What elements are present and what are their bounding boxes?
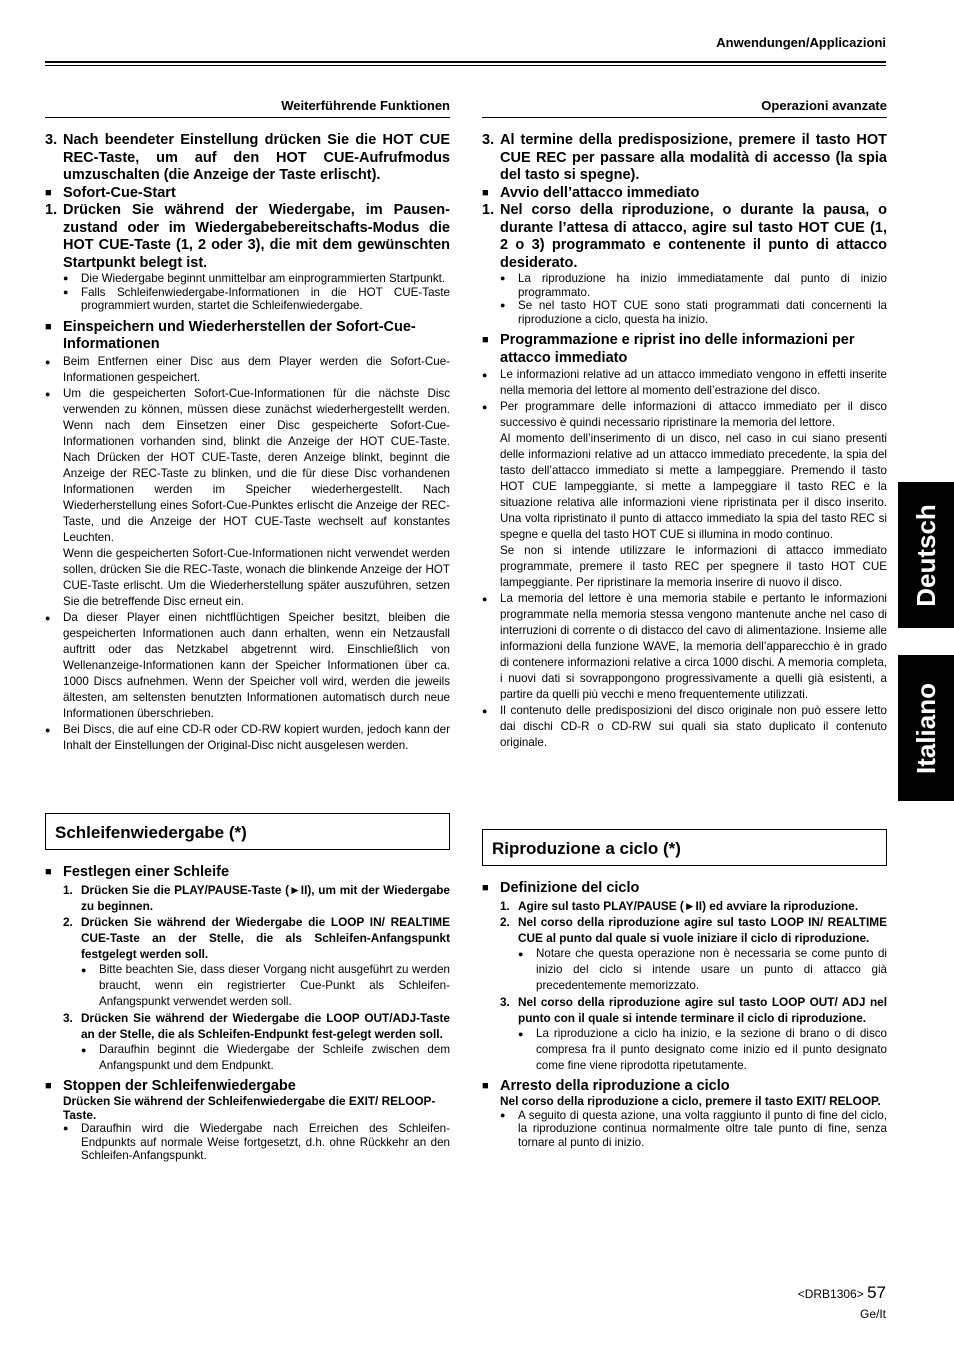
list-item: ● Beim Entfernen einer Disc aus dem Player werden die Sofort-Cue-Informationen gespeichert. — [45, 354, 450, 384]
language-code: Ge/It — [859, 1307, 886, 1321]
right-section-rule — [482, 117, 887, 118]
page-number: 57 — [867, 1283, 886, 1302]
loop-step-2: 2. Drücken Sie während der Wiedergabe die LOOP IN/ REALTIME CUE-Taste an der Stelle, die als Schleifen-Anfangspunkt festgelegt werden soll. — [63, 914, 450, 961]
header-rule-thin — [45, 65, 886, 66]
loop-stop-instruction: Drücken Sie während der Schleifenwiedergabe die EXIT/ RELOOP-Taste. — [63, 1094, 436, 1122]
language-tab-deutsch: Deutsch — [898, 482, 954, 628]
loop-stop-heading: ■ Stoppen der Schleifenwiedergabe — [45, 1077, 296, 1094]
avvio-heading: ■ Avvio dell’attacco immediato — [482, 184, 700, 201]
right-loop-section — [482, 880, 887, 1149]
list-item-continuation: Al momento dell’inserimento di un disco, nel caso in cui siano presenti delle informazioni relative ad un attacco immediato precedente, la spia del tasto dell’attacco immediato si mette a lampeggiare. Premendo il tasto HOT CUE lampeggiante, si mette a lampeggiare il tasto REC e la situazione relativa alle informazioni viene ripristinata per il disco inserito. Una volta ripristinato il punto di attacco immediato la spia del tasto REC si spegne e quella del tasto HOT CUE si illumina in modo continuo. — [500, 432, 887, 541]
list-item: ● Se nel tasto HOT CUE sono stati programmati dati concernenti la riproduzione a ciclo, questa ha inizio. — [500, 299, 887, 326]
list-item: ● Die Wiedergabe beginnt unmittelbar am einprogrammierten Startpunkt. — [63, 272, 446, 285]
loop-step-3: 3. Drücken Sie während der Wiedergabe die LOOP OUT/ADJ-Taste an der Stelle, die als Schleifen-Endpunkt fest-gelegt werden soll. — [63, 1010, 450, 1041]
list-item: ● Il contenuto delle predisposizioni del disco originale non può essere letto dai dischi CD-R o CD-RW sui quali sia stato duplicato il contenuto originale. — [482, 704, 887, 749]
prog-heading: ■ Programmazione e riprist ino delle informazioni per attacco immediato — [482, 332, 855, 366]
step-3: 3. Al termine della predisposizione, premere il tasto HOT CUE REC per passare alla modalità di accesso (la spia del tasto si spegne). — [482, 132, 887, 183]
list-item: ● Um die gespeicherten Sofort-Cue-Informationen für die nächste Disc verwenden zu können, müssen diese zunächst wiederhergestellt werden. Wenn nach dem Einsetzen einer Disc gespeicherte Sofort-Cue-Informationen vorhanden sind, blinkt die Anzeige der HOT CUE-Taste. Nach Drücken der HOT CUE-Taste, deren Anzeige blinkt, beginnt die Anzeige der REC-Taste zu blinken, und die für diese Disc vorhandenen Informationen werden im Speicher wiederhergestellt. Nach Wiederherstellung eines Sofort-Cue-Punktes erlischt die Anzeige der REC-Taste, und die Anzeige der HOT CUE-Taste wechselt auf konstantes Leuchten. — [45, 386, 450, 544]
left-column — [45, 132, 450, 754]
doc-code: <DRB1306> — [797, 1287, 864, 1301]
list-item: ● Le informazioni relative ad un attacco immediato vengono in effetti inserite nella memoria del lettore al momento dell’estrazione del disco. — [482, 368, 887, 397]
loop-def-heading: ■ Definizione del ciclo — [482, 880, 640, 896]
list-item: ● Bei Discs, die auf eine CD-R oder CD-RW kopiert wurden, jedoch kann der Inhalt der Einstellungen der Original-Disc nicht ausgelesen werden. — [45, 722, 450, 752]
sofort-step-1: 1. Drücken Sie während der Wiedergabe, im Pausen-zustand oder im Wiedergabebereitschafts-Modus die HOT CUE-Taste (1, 2 oder 3), die mit dem gewünschten Startpunkt belegt ist. — [45, 202, 450, 271]
loop-step-1: 1. Drücken Sie die PLAY/PAUSE-Taste (►II), um mit der Wiedergabe zu beginnen. — [63, 882, 450, 913]
list-item: ● La riproduzione ha inizio immediatamente dal punto di inizio programmato. — [500, 272, 887, 299]
running-header: Anwendungen/Applicazioni — [716, 35, 886, 50]
loop-step-3: 3. Nel corso della riproduzione agire sul tasto LOOP OUT/ ADJ nel punto con il quale si intende terminare il ciclo di riproduzione. — [500, 994, 887, 1025]
right-column — [482, 132, 887, 751]
list-item: ● Daraufhin beginnt die Wiedergabe der Schleife zwischen dem Anfangspunkt und dem Endpunkt. — [81, 1042, 450, 1072]
list-item: ● Daraufhin wird die Wiedergabe nach Erreichen des Schleifen-Endpunkts auf normale Weise fortgesetzt, d.h. ohne Rückkehr an den Schleifen-Anfangspunkt. — [63, 1122, 450, 1162]
list-item: ● Bitte beachten Sie, dass dieser Vorgang nicht ausgeführt zu werden braucht, wenn ein registrierter Cue-Punkt als Schleifen-Anfangspunkt verwendet werden soll. — [81, 962, 450, 1008]
list-item: ● Falls Schleifenwiedergabe-Informationen in die HOT CUE-Taste programmiert wurden, startet die Schleifenwiedergabe. — [63, 285, 450, 312]
avvio-step-1: 1. Nel corso della riproduzione, o durante la pausa, o durante l’attesa di attacco, agire sul tasto HOT CUE (1, 2 o 3) programmato e contenente il punto di attacco desiderato. — [482, 202, 887, 271]
sofort-heading: ■ Sofort-Cue-Start — [45, 184, 176, 201]
left-section-rule — [45, 117, 450, 118]
loop-box-title: Riproduzione a ciclo (*) — [482, 829, 887, 866]
list-item: ● Da dieser Player einen nichtflüchtigen Speicher besitzt, bleiben die gespeicherten Informationen auch dann erhalten, wenn ein Netzausfall auftritt oder das Netzkabel abgetrennt wird. Einschließlich von Wellenanzeige-Informationen kann der Speicher Informationen über ca. 1000 Discs aufnehmen. Wenn der Speicher voll wird, werden die jeweils ältesten, am seltensten benutzten Informationen automatisch durch neue Informationen überschrieben. — [45, 610, 450, 720]
store-heading: ■ Einspeichern und Wiederherstellen der Sofort-Cue-Informationen — [45, 318, 416, 352]
list-item: ● La memoria del lettore è una memoria stabile e pertanto le informazioni programmate nella memoria stessa vengono mantenute anche nel caso di interruzioni di corrente o di distacco del cavo di alimentazione. Insieme alle informazioni della funzione WAVE, la memoria dell’apparecchio è in grado di contenere informazioni relative a circa 1000 dischi. A memoria completa, i nuovi dati si sovrappongono progressivamente a quelli già esistenti, a partire da quelli più vecchi e meno frequentemente utilizzati. — [482, 592, 887, 701]
list-item-continuation: Se non si intende utilizzare le informazioni di attacco immediato programmate, premere il tasto REC per spegnere il tasto HOT CUE lampeggiante. Per ripristinare la memoria inserire di nuovo il disco. — [500, 544, 887, 589]
loop-stop-heading: ■ Arresto della riproduzione a ciclo — [482, 1077, 730, 1094]
left-loop-section — [45, 864, 450, 1163]
loop-box-title: Schleifenwiedergabe (*) — [45, 813, 450, 850]
loop-step-1: 1. Agire sul tasto PLAY/PAUSE (►II) ed avviare la riproduzione. — [500, 898, 859, 913]
list-item: ● A seguito di questa azione, una volta raggiunto il punto di fine del ciclo, la riproduzione continua normalmente oltre tale punto di fine, senza tornare al punto di inizio. — [500, 1108, 887, 1149]
loop-stop-instruction: Nel corso della riproduzione a ciclo, premere il tasto EXIT/ RELOOP. — [500, 1094, 881, 1108]
list-item: ● Per programmare delle informazioni di attacco immediato per il disco successivo è quindi necessario ripristinare la memoria del lettore. — [482, 400, 887, 429]
step-3: 3. Nach beendeter Einstellung drücken Sie die HOT CUE REC-Taste, um auf den HOT CUE-Aufrufmodus umzuschalten (die Anzeige der Taste erlischt). — [45, 132, 450, 183]
list-item-continuation: Wenn die gespeicherten Sofort-Cue-Informationen nicht verwendet werden sollen, drücken Sie die REC-Taste, wonach die blinkende Anzeige der HOT CUE-Taste erlischt. Um die Wiederherstellung später auszuführen, setzen Sie die betreffende Disc erneut ein. — [63, 546, 450, 608]
right-section-title: Operazioni avanzate — [761, 98, 887, 113]
header-rule — [45, 61, 886, 63]
list-item: ● La riproduzione a ciclo ha inizio, e la sezione di brano o di disco compresa fra il punto designato come inizio ed il punto designato come fine viene riprodotta ripetutamente. — [518, 1026, 887, 1072]
loop-set-heading: ■ Festlegen einer Schleife — [45, 864, 230, 880]
loop-step-2: 2. Nel corso della riproduzione agire sul tasto LOOP IN/ REALTIME CUE al punto dal quale si vuole iniziare il ciclo di riproduzione. — [500, 914, 887, 945]
list-item: ● Notare che questa operazione non è necessaria se come punto di inizio del ciclo si intende usare un punto di attacco già precedentemente memorizzato. — [518, 946, 887, 992]
language-tab-italiano: Italiano — [898, 655, 954, 801]
page-footer — [798, 1283, 886, 1303]
left-section-title: Weiterführende Funktionen — [281, 98, 450, 113]
